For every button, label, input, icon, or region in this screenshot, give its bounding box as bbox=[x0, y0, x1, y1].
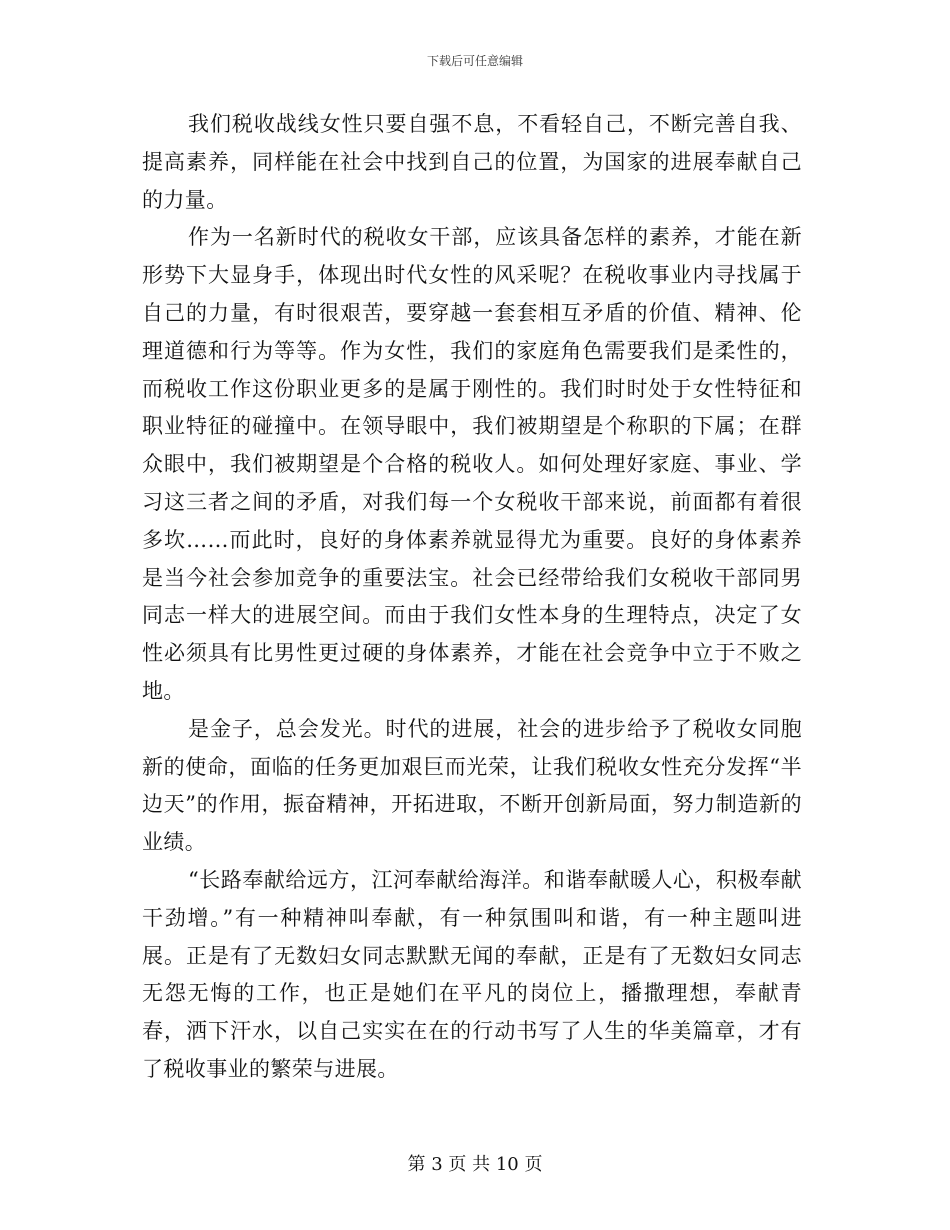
paragraph-3: 是金子，总会发光。时代的进展，社会的进步给予了税收女同胞新的使命，面临的任务更加艰巨而光荣，让我们税收女性充分发挥“半边天”的作用，振奋精神，开拓进取，不断开创新局面，努力制造新的业绩。 bbox=[142, 716, 802, 855]
page-number-footer: 第 3 页 共 10 页 bbox=[407, 1154, 543, 1175]
page-header-note: 下载后可任意编辑 bbox=[426, 54, 523, 68]
paragraph-2: 作为一名新时代的税收女干部，应该具备怎样的素养，才能在新形势下大显身手，体现出时代女性的风采呢？在税收事业内寻找属于自己的力量，有时很艰苦，要穿越一套套相互矛盾的价值、精神、伦理道德和行为等等。作为女性，我们的家庭角色需要我们是柔性的，而税收工作这份职业更多的是属于刚性的。我们时时处于女性特征和职业特征的碰撞中。在领导眼中，我们被期望是个称职的下属；在群众眼中，我们被期望是个合格的税收人。如何处理好家庭、事业、学习这三者之间的矛盾，对我们每一个女税收干部来说，前面都有着很多坎……而此时，良好的身体素养就显得尤为重要。良好的身体素养是当今社会参加竞争的重要法宝。社会已经带给我们女税收干部同男同志一样大的进展空间。而由于我们女性本身的生理特点，决定了女性必须具有比男性更过硬的身体素养，才能在社会竞争中立于不败之地。 bbox=[142, 225, 802, 703]
document-body bbox=[142, 106, 802, 1089]
paragraph-4: “长路奉献给远方，江河奉献给海洋。和谐奉献暖人心，积极奉献干劲增。”有一种精神叫奉献，有一种氛围叫和谐，有一种主题叫进展。正是有了无数妇女同志默默无闻的奉献，正是有了无数妇女同志无怨无悔的工作，也正是她们在平凡的岗位上，播撒理想，奉献青春，洒下汗水，以自己实实在在的行动书写了人生的华美篇章，才有了税收事业的繁荣与进展。 bbox=[142, 867, 802, 1081]
paragraph-1: 我们税收战线女性只要自强不息，不看轻自己，不断完善自我、提高素养，同样能在社会中找到自己的位置，为国家的进展奉献自己的力量。 bbox=[142, 112, 802, 212]
